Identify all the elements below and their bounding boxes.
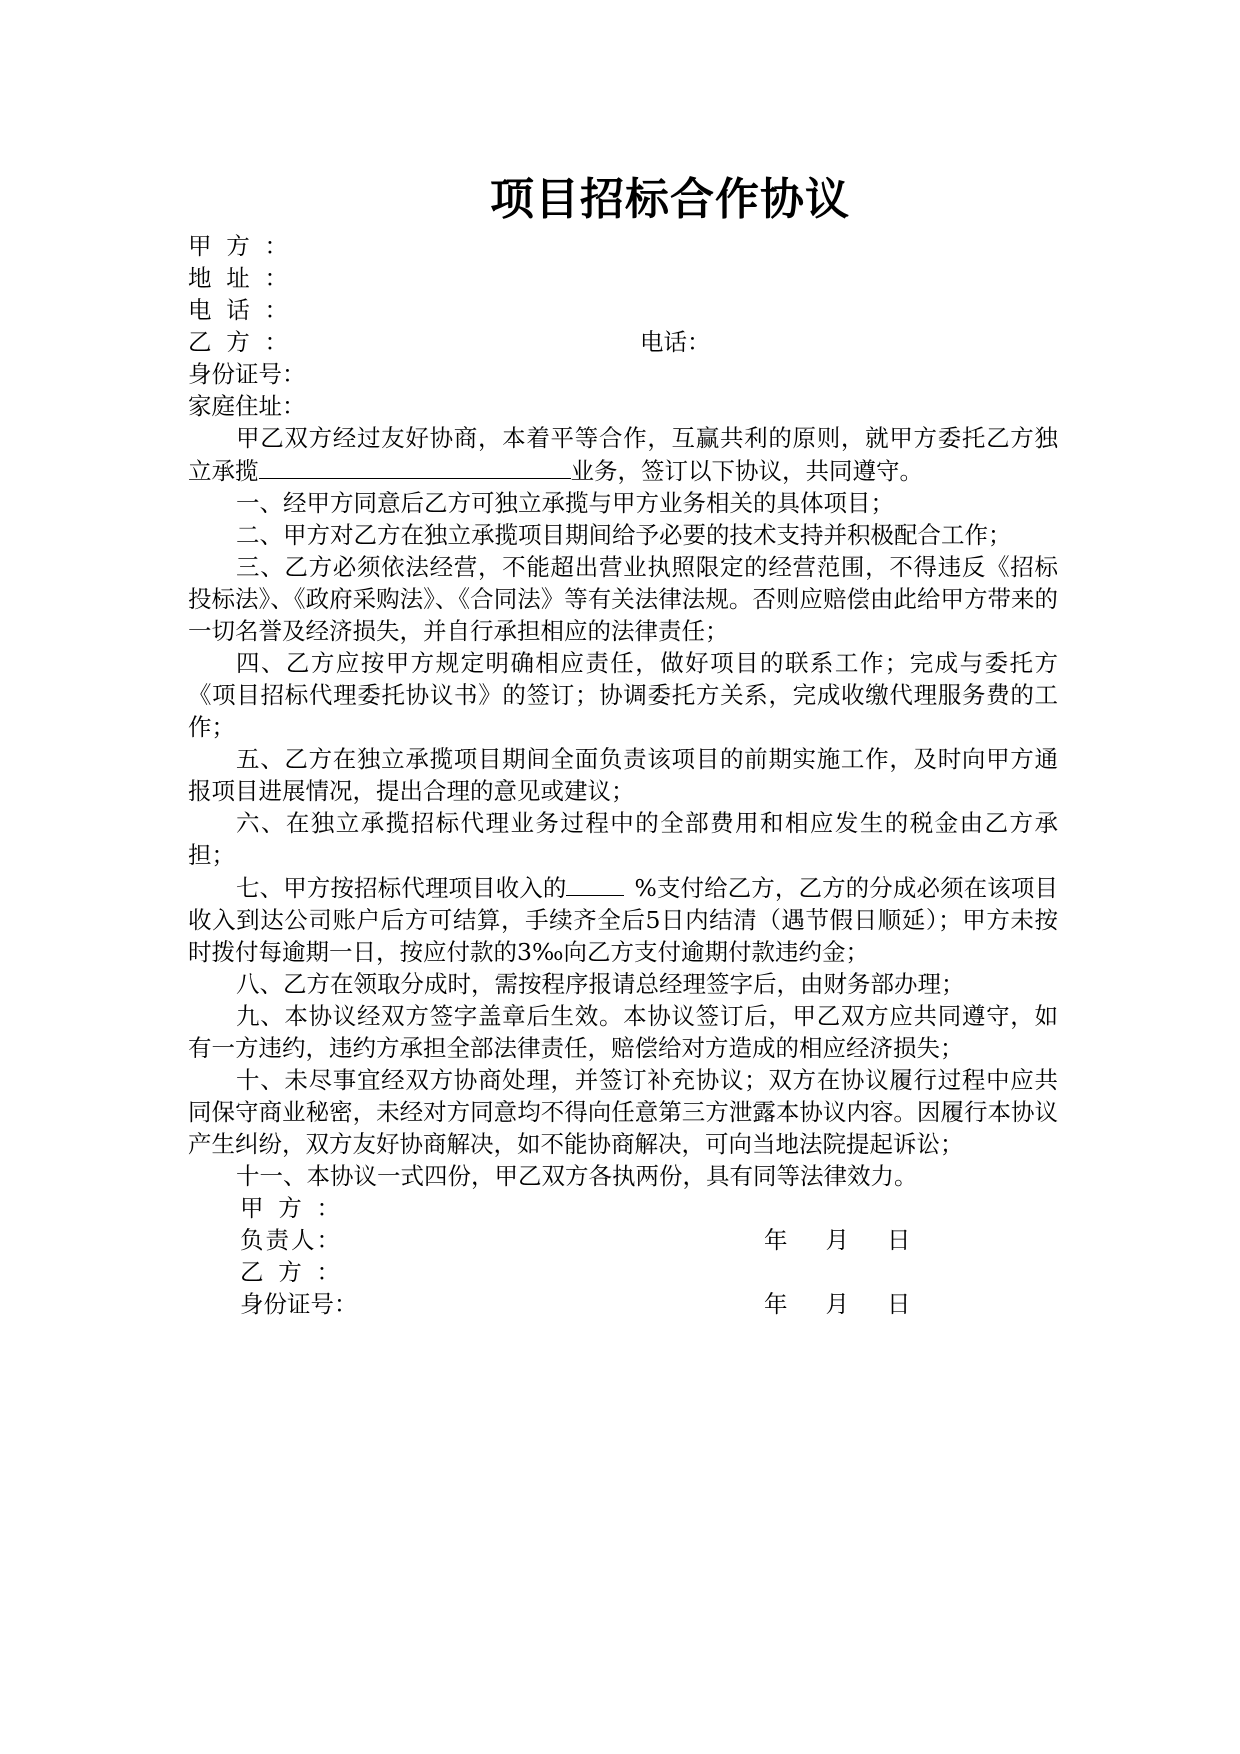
clause-4: 四、乙方应按甲方规定明确相应责任，做好项目的联系工作；完成与委托方《项目招标代理委托协议书》的签订；协调委托方关系，完成收缴代理服务费的工作； (188, 649, 1058, 741)
clause-8: 八、乙方在领取分成时，需按程序报请总经理签字后，由财务部办理； (236, 970, 965, 998)
signature-party-b (188, 1256, 1058, 1288)
intro-paragraph (188, 422, 1058, 487)
signature-b-date (764, 1288, 949, 1320)
clause-6: 六、在独立承揽招标代理业务过程中的全部费用和相应发生的税金由乙方承担； (188, 809, 1058, 869)
party-b-label: 乙方： (188, 328, 288, 356)
phone-label: 电话： (188, 296, 288, 324)
signature-party-a-label: 甲方： (240, 1194, 340, 1222)
document-body (188, 230, 1058, 1320)
id-number-label: 身份证号： (188, 360, 306, 388)
signature-a-date (764, 1224, 949, 1256)
date-year: 年 (764, 1226, 788, 1254)
document-title: 项目招标合作协议 (490, 174, 850, 225)
date-month: 月 (825, 1226, 849, 1254)
business-blank (259, 454, 571, 479)
clause-7 (188, 871, 1058, 968)
address-line (188, 262, 1058, 294)
signature-responsible (188, 1224, 1058, 1256)
intro-text-part1: 甲乙双方经过友好协商，本着平等合作，互赢共利的原则，就甲方委托乙方独立承揽 (188, 424, 1058, 485)
clause-11: 十一、本协议一式四份，甲乙双方各执两份，具有同等法律效力。 (236, 1162, 918, 1190)
party-b-line (188, 326, 1058, 358)
phone-line (188, 294, 1058, 326)
signature-id (188, 1288, 1058, 1320)
address-label: 地址： (188, 264, 288, 292)
date-day: 日 (887, 1226, 911, 1254)
clause-7-part1: 七、甲方按招标代理项目收入的 (236, 874, 567, 902)
clause-9: 九、本协议经双方签字盖章后生效。本协议签订后，甲乙双方应共同遵守，如有一方违约，违约方承担全部法律责任，赔偿给对方造成的相应经济损失； (188, 1002, 1058, 1062)
clause-10: 十、未尽事宜经双方协商处理，并签订补充协议；双方在协议履行过程中应共同保守商业秘密，未经对方同意均不得向任意第三方泄露本协议内容。因履行本协议产生纠纷，双方友好协商解决，如不能协商解决，可向当地法院提起诉讼； (188, 1066, 1058, 1158)
date-year: 年 (764, 1290, 788, 1318)
clause-3: 三、乙方必须依法经营，不能超出营业执照限定的经营范围，不得违反《招标投标法》、《政府采购法》、《合同法》等有关法律法规。否则应赔偿由此给甲方带来的一切名誉及经济损失，并自行承担相应的法律责任； (188, 553, 1058, 645)
date-day: 日 (887, 1290, 911, 1318)
signature-party-b-label: 乙方： (240, 1258, 340, 1286)
clause-1: 一、经甲方同意后乙方可独立承揽与甲方业务相关的具体项目； (236, 489, 894, 517)
signature-party-a (188, 1192, 1058, 1224)
home-address-line (188, 390, 1058, 422)
clause-5: 五、乙方在独立承揽项目期间全面负责该项目的前期实施工作，及时向甲方通报项目进展情况，提出合理的意见或建议； (188, 745, 1058, 805)
party-a-label: 甲方： (188, 232, 288, 260)
home-address-label: 家庭住址： (188, 392, 306, 420)
party-b-phone-label: 电话： (640, 328, 711, 356)
id-number-line (188, 358, 1058, 390)
signature-responsible-label: 负责人： (240, 1226, 340, 1254)
date-month: 月 (825, 1290, 849, 1318)
clause-2: 二、甲方对乙方在独立承揽项目期间给予必要的技术支持并积极配合工作； (236, 521, 1012, 549)
signature-id-label: 身份证号： (240, 1290, 358, 1318)
clause-7-part2: %支付给乙方，乙方的分成必须在该项目收入到达公司账户后方可结算，手续齐全后5日内结清（遇节假日顺延）；甲方未按时拨付每逾期一日，按应付款的3‰向乙方支付逾期付款违约金； (188, 874, 1058, 966)
party-a-line (188, 230, 1058, 262)
percentage-blank (566, 871, 624, 896)
intro-text-part2: 业务，签订以下协议，共同遵守。 (570, 457, 923, 485)
